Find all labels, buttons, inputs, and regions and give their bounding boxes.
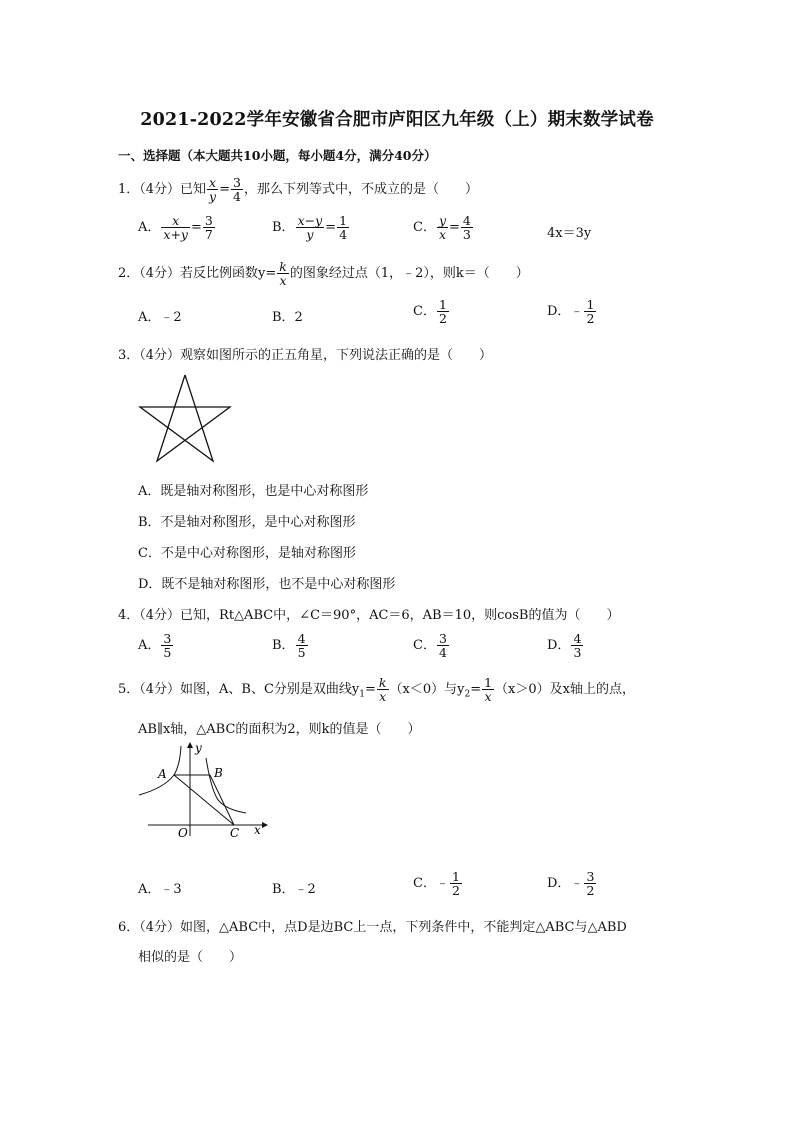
segment-ac [174,775,234,825]
q1-option-a[interactable]: A． $\frac{x}{x+y}$ = $\frac{3}{7}$ [138,213,213,243]
q3-option-a[interactable]: A．既是轴对称图形，也是中心对称图形 [138,484,369,499]
hyperbola-figure [134,740,274,840]
q4-option-b[interactable]: B． $\frac{4}{5}$ [272,631,306,661]
q3-option-b[interactable]: B．不是轴对称图形，是中心对称图形 [138,515,356,530]
question-1: 1．（4分）已知 $\frac{x}{y}$ = $\frac{3}{4}$ ，那么下列等式中，不成立的是（ ） [118,175,478,205]
q3-option-c[interactable]: C．不是中心对称图形，是轴对称图形 [138,546,356,561]
q1-prefix: 1．（4分）已知 [118,182,207,198]
q1-option-d[interactable]: 4x＝3y [547,226,592,241]
page-title: 2021-2022学年安徽省合肥市庐阳区九年级（上）期末数学试卷 [140,110,654,130]
star-outline [140,375,230,461]
section-heading: 一、选择题（本大题共10小题，每小题4分，满分40分） [118,148,437,163]
q3-option-d[interactable]: D．既不是轴对称图形，也不是中心对称图形 [138,577,396,592]
q1-fraction: $\frac{x}{y}$ [209,175,217,205]
label-y: y [195,741,202,755]
q1-suffix: ，那么下列等式中，不成立的是（ ） [243,182,478,198]
question-3: 3．（4分）观察如图所示的正五角星，下列说法正确的是（ ） [118,348,493,363]
q5-option-b[interactable]: B．﹣2 [272,882,316,897]
q4-option-a[interactable]: A． $\frac{3}{5}$ [138,631,172,661]
question-5-line2: AB∥x轴，△ABC的面积为2，则k的值是（ ） [138,722,421,737]
q2-option-b[interactable]: B．2 [272,310,303,325]
x-axis-arrow [262,822,268,828]
y-axis-arrow [187,742,193,748]
q4-option-c[interactable]: C． $\frac{3}{4}$ [413,631,447,661]
q5-option-d[interactable]: D．﹣ $\frac{3}{2}$ [547,869,595,899]
segment-bc [210,775,234,825]
question-2: 2．（4分）若反比例函数y= $\frac{k}{x}$ 的图象经过点（1，﹣2），则k＝（ ） [118,259,529,289]
q5-option-c[interactable]: C．﹣ $\frac{1}{2}$ [413,869,460,899]
star-figure [136,370,236,466]
label-c: C [230,826,240,840]
q2-option-d[interactable]: D．﹣ $\frac{1}{2}$ [547,297,595,327]
q4-option-d[interactable]: D． $\frac{4}{3}$ [547,631,582,661]
q5-option-a[interactable]: A．﹣3 [138,882,182,897]
q2-option-a[interactable]: A．﹣2 [138,310,182,325]
question-4: 4．（4分）已知，Rt△ABC中，∠C＝90°，AC＝6，AB＝10，则cosB的值为（ ） [118,608,620,623]
q1-option-c[interactable]: C． $\frac{y}{x}$ = $\frac{4}{3}$ [413,213,471,243]
hyperbola-right-branch [206,758,246,813]
q1-value: $\frac{3}{4}$ [233,175,241,205]
question-6-line2: 相似的是（ ） [138,950,243,965]
q1-option-b[interactable]: B． $\frac{x-y}{y}$ = $\frac{1}{4}$ [272,213,348,243]
label-b: B [214,766,223,780]
label-a: A [158,767,167,781]
label-o: O [178,826,188,840]
label-x: x [254,823,261,837]
q2-option-c[interactable]: C． $\frac{1}{2}$ [413,297,447,327]
question-5: 5．（4分）如图，A、B、C分别是双曲线$y_1=$ $\frac{k}{x}$ （x＜0）与$y_2=$ $\frac{1}{x}$ （x＞0）及x轴上的点， [118,675,635,705]
question-6: 6．（4分）如图，△ABC中，点D是边BC上一点，下列条件中，不能判定△ABC与△ABD [118,920,627,935]
